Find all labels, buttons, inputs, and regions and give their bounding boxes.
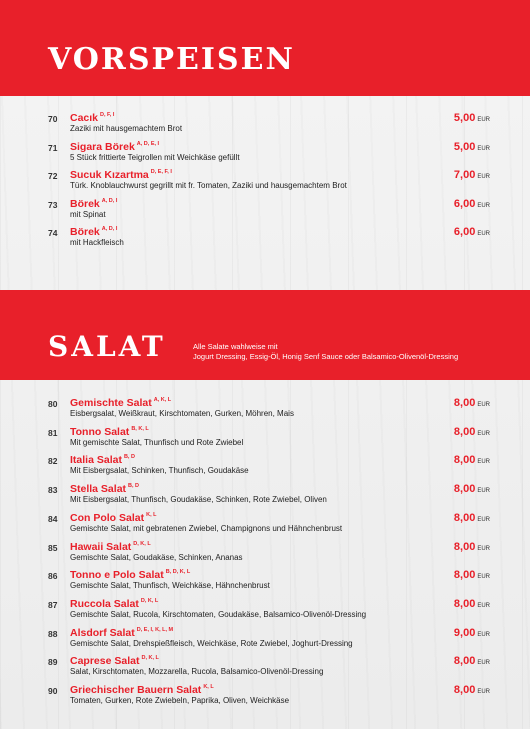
menu-item (0, 684, 530, 710)
item-price (454, 512, 490, 524)
item-price (454, 598, 490, 610)
item-name (70, 454, 135, 466)
item-name (70, 684, 214, 696)
item-name-text: Caprese Salat (70, 655, 140, 668)
item-price (454, 112, 490, 124)
item-price-value: 5,00 (453, 112, 476, 124)
item-currency: EUR (477, 459, 490, 466)
menu-item (0, 198, 530, 224)
item-currency: EUR (477, 145, 490, 152)
item-price (454, 483, 490, 495)
salat-note-line-2: Jogurt Dressing, Essig-Öl, Honig Senf Sauce oder Balsamico-Olivenöl-Dressing (193, 352, 459, 361)
item-description: 5 Stück frittierte Teigrollen mit Weichkäse gefüllt (70, 152, 240, 162)
menu-item (0, 627, 530, 653)
menu-item (0, 141, 530, 167)
menu-item (0, 454, 530, 480)
item-currency: EUR (477, 231, 490, 237)
item-currency: EUR (477, 545, 490, 552)
item-currency: EUR (477, 202, 490, 209)
item-allergens: B, D (128, 483, 140, 490)
item-number: 83 (48, 485, 58, 496)
item-price-value: 8,00 (453, 483, 476, 496)
item-description: Gemischte Salat, Drehspießfleisch, Weichkäse, Rote Zwiebel, Joghurt-Dressing (70, 638, 353, 648)
menu-item (0, 541, 530, 567)
item-number: 73 (48, 199, 58, 210)
item-currency: EUR (477, 516, 490, 523)
item-number: 74 (48, 228, 58, 238)
item-currency: EUR (477, 430, 490, 437)
item-number: 89 (48, 657, 58, 668)
section-title-salat: SALAT (48, 330, 166, 363)
item-description: mit Spinat (70, 209, 106, 219)
item-number: 90 (48, 686, 58, 696)
item-number: 80 (48, 399, 58, 409)
item-description: Mit Eisbergsalat, Thunfisch, Goudakäse, Schinken, Rote Zwiebel, Oliven (70, 495, 327, 505)
salat-note-line-1: Alle Salate wahlweise mit (193, 342, 278, 351)
item-name (70, 627, 173, 639)
item-name-text: Tonno e Polo Salat (70, 569, 164, 582)
item-price (454, 627, 490, 639)
item-name-text: Börek (70, 226, 100, 238)
menu-item (0, 655, 530, 681)
item-allergens: D, E, F, I (150, 169, 172, 175)
item-allergens: D, K, L (133, 540, 151, 547)
item-price (454, 169, 490, 181)
item-price (454, 397, 490, 409)
item-price (454, 684, 490, 696)
item-name-text: Sucuk Kızartma (70, 169, 149, 181)
item-name (70, 169, 172, 181)
item-description: Mit gemischte Salat, Thunfisch und Rote Zwiebel (70, 437, 244, 447)
item-number: 86 (48, 571, 58, 582)
item-name (70, 512, 156, 524)
menu-item (0, 169, 530, 195)
item-name-text: Cacık (70, 112, 99, 124)
item-allergens: K, L (203, 684, 214, 690)
item-allergens: A, D, I (101, 226, 118, 232)
item-name (70, 397, 171, 409)
item-name-text: Alsdorf Salat (70, 626, 135, 639)
item-currency: EUR (477, 574, 490, 581)
item-allergens: A, K, L (153, 397, 172, 403)
menu-item (0, 397, 530, 423)
item-name (70, 426, 149, 438)
item-currency: EUR (477, 174, 490, 180)
item-price-value: 9,00 (453, 626, 476, 639)
item-description: Eisbergsalat, Weißkraut, Kirschtomaten, Gurken, Möhren, Mais (70, 409, 294, 418)
item-number: 72 (48, 171, 58, 181)
item-currency: EUR (477, 602, 490, 609)
item-currency: EUR (477, 117, 490, 123)
item-price-value: 5,00 (453, 140, 476, 153)
item-currency: EUR (477, 660, 490, 667)
item-name-text: Tonno Salat (70, 425, 130, 438)
item-price-value: 8,00 (453, 454, 476, 467)
item-name (70, 569, 190, 581)
item-name-text: Hawaii Salat (70, 540, 132, 553)
item-price-value: 7,00 (453, 169, 476, 181)
item-price (454, 141, 490, 153)
item-price (454, 198, 490, 210)
section-title-vorspeisen: VORSPEISEN (48, 42, 295, 77)
item-description: Gemischte Salat, Goudakäse, Schinken, Ananas (70, 552, 243, 562)
item-description: Türk. Knoblauchwurst gegrillt mit fr. Tomaten, Zaziki und hausgemachtem Brot (70, 181, 347, 190)
item-price-value: 6,00 (453, 226, 476, 238)
item-allergens: B, K, L (131, 425, 149, 432)
item-name (70, 112, 114, 124)
item-currency: EUR (477, 488, 490, 495)
item-allergens: D, K, L (140, 597, 159, 604)
menu-item (0, 112, 530, 138)
item-number: 81 (48, 427, 58, 438)
item-name-text: Sigara Börek (70, 140, 135, 153)
item-description: Gemischte Salat, mit gebratenen Zwiebel, Champignons und Hähnchenbrust (70, 523, 343, 533)
item-price (454, 655, 490, 667)
item-number: 82 (48, 456, 58, 467)
item-name-text: Ruccola Salat (70, 597, 139, 610)
item-allergens: B, D, K, L (165, 569, 191, 576)
item-price-value: 8,00 (453, 569, 476, 582)
item-currency: EUR (477, 689, 490, 695)
item-price (454, 569, 490, 581)
item-description: Gemischte Salat, Thunfisch, Weichkäse, Hähnchenbrust (70, 581, 270, 591)
item-description: Tomaten, Gurken, Rote Zwiebeln, Paprika, Oliven, Weichkäse (70, 696, 290, 705)
item-number: 70 (48, 114, 58, 124)
item-currency: EUR (477, 631, 490, 638)
menu-item (0, 426, 530, 452)
item-currency: EUR (477, 402, 490, 408)
item-name (70, 655, 159, 667)
menu-item (0, 483, 530, 509)
item-name (70, 541, 151, 553)
item-allergens: A, D, E, I (136, 140, 160, 147)
item-number: 85 (48, 542, 58, 553)
item-allergens: B, D (123, 454, 135, 461)
item-price (454, 454, 490, 466)
item-name-text: Stella Salat (70, 483, 127, 496)
item-allergens: D, F, I (100, 112, 115, 118)
item-name-text: Börek (70, 197, 100, 210)
item-price-value: 8,00 (453, 540, 476, 553)
item-price (454, 226, 490, 238)
item-description: Salat, Kirschtomaten, Mozzarella, Rucola, Balsamico-Olivenöl-Dressing (70, 667, 324, 677)
item-price (454, 541, 490, 553)
item-number: 71 (48, 142, 58, 153)
item-allergens: K, L (146, 511, 157, 518)
item-price-value: 8,00 (453, 684, 476, 696)
item-number: 84 (48, 513, 58, 524)
item-number: 87 (48, 599, 58, 610)
item-price-value: 8,00 (453, 397, 476, 409)
item-allergens: D, K, L (141, 655, 159, 662)
item-name-text: Con Polo Salat (70, 511, 145, 524)
item-price-value: 6,00 (453, 197, 476, 210)
item-name (70, 483, 139, 495)
item-name (70, 226, 117, 238)
item-name (70, 198, 117, 210)
item-description: Gemischte Salat, Rucola, Kirschtomaten, Goudakäse, Balsamico-Olivenöl-Dressing (70, 609, 367, 619)
menu-item (0, 598, 530, 624)
item-price-value: 8,00 (453, 425, 476, 438)
item-price-value: 8,00 (453, 511, 476, 524)
item-name-text: Gemischte Salat (70, 397, 152, 409)
menu-item (0, 226, 530, 252)
menu-item (0, 512, 530, 538)
item-name-text: Griechischer Bauern Salat (70, 684, 202, 696)
item-number: 88 (48, 628, 58, 639)
menu-item (0, 569, 530, 595)
item-name (70, 141, 159, 153)
item-allergens: A, D, I (101, 197, 118, 204)
item-price (454, 426, 490, 438)
item-name (70, 598, 158, 610)
item-description: mit Hackfleisch (70, 238, 124, 247)
item-description: Mit Eisbergsalat, Schinken, Thunfisch, Goudakäse (70, 466, 249, 476)
item-price-value: 8,00 (453, 597, 476, 610)
item-description: Zaziki mit hausgemachtem Brot (70, 124, 183, 133)
salat-dressing-note (193, 342, 458, 362)
item-allergens: D, E, I, K, L, M (136, 626, 174, 633)
item-name-text: Italia Salat (70, 454, 122, 467)
item-price-value: 8,00 (453, 655, 476, 668)
